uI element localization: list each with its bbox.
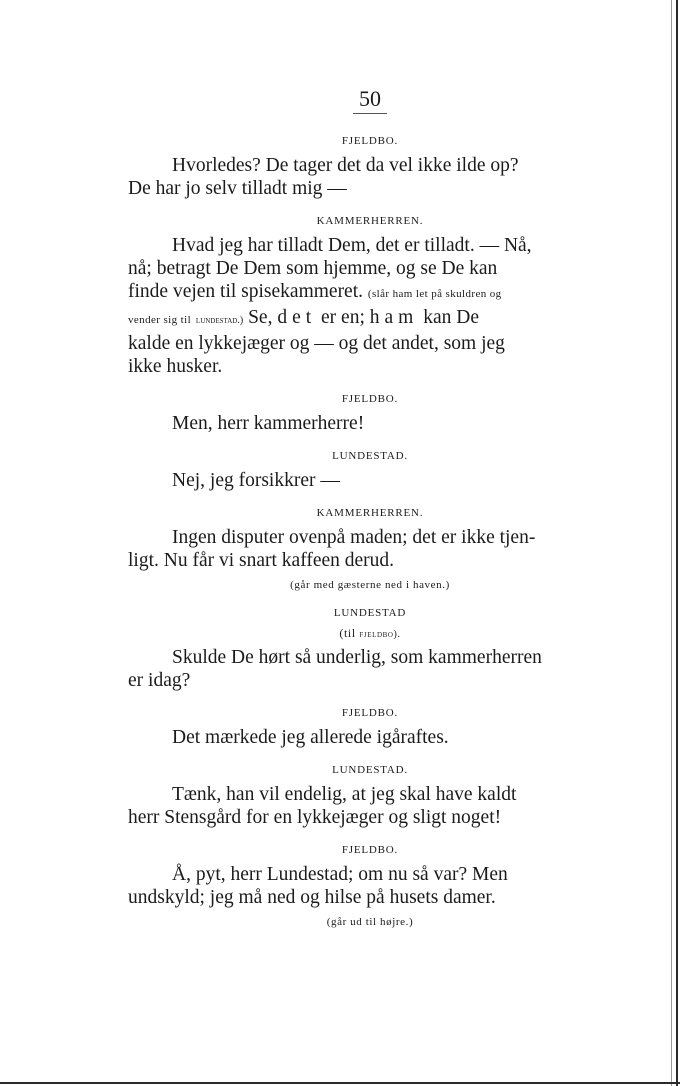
page-edge-bottom <box>0 1082 680 1084</box>
dialogue-line: undskyld; jeg må ned og hilse på husets damer. <box>128 887 496 908</box>
stage-direction: (slår ham let på skuldren og <box>367 288 502 300</box>
dialogue-line: Hvad jeg har tilladt Dem, det er tilladt. — Nå, <box>172 235 532 256</box>
emphasis-text: det <box>277 307 317 328</box>
stage-direction-name: lundestad.) <box>195 315 244 326</box>
dialogue-line: Nej, jeg forsikkrer — <box>172 470 340 491</box>
dialogue-line: er idag? <box>128 670 191 691</box>
stage-direction: (går ud til højre.) <box>326 916 414 928</box>
dialogue-line: ligt. Nu får vi snart kaffeen derud. <box>128 550 395 571</box>
dialogue-line: finde vejen til spisekammeret. (slår ham let på skuldren og <box>128 281 502 302</box>
dialogue-line: Skulde De hørt så underlig, som kammerherren <box>172 647 542 668</box>
emphasis-text: ham <box>369 307 419 328</box>
dialogue-line: kalde en lykkejæger og — og det andet, som jeg <box>128 333 505 354</box>
speaker-label: FJELDBO. <box>341 707 399 719</box>
page-edge-right <box>676 0 678 1086</box>
dialogue-line: nå; betragt De Dem som hjemme, og se De kan <box>128 258 498 279</box>
dialogue-line: Å, pyt, herr Lundestad; om nu så var? Men <box>172 864 508 885</box>
page-number: 50 <box>128 86 612 112</box>
dialogue-line: Det mærkede jeg allerede igåraftes. <box>172 727 449 748</box>
dialogue-line: Ingen disputer ovenpå maden; det er ikke tjen- <box>172 527 536 548</box>
book-page <box>128 86 612 933</box>
speaker-label: FJELDBO. <box>341 844 399 856</box>
speaker-label: LUNDESTAD. <box>332 764 408 776</box>
dialogue-line: Men, herr kammerherre! <box>172 413 365 434</box>
speaker-stage-direction: (til fjeldbo). <box>339 626 401 640</box>
stage-direction: vender sig til <box>128 314 192 326</box>
dialogue-line: De har jo selv tilladt mig — <box>128 178 347 199</box>
stage-direction: (går med gæsterne ned i haven.) <box>290 579 450 591</box>
dialogue-line: Tænk, han vil endelig, at jeg skal have kaldt <box>172 784 517 805</box>
page-edge-right-inner <box>671 0 672 1086</box>
speaker-label: LUNDESTAD. <box>332 450 408 462</box>
speaker-label: FJELDBO. <box>341 135 399 147</box>
speaker-label: KAMMERHERREN. <box>316 507 424 519</box>
dialogue-line: ikke husker. <box>128 356 223 377</box>
dialogue-line: herr Stensgård for en lykkejæger og sligt noget! <box>128 807 502 828</box>
dialogue-line: Hvorledes? De tager det da vel ikke ilde op? <box>172 155 519 176</box>
dialogue-line: vender sig til lundestad.) Se, det er en; ham kan De <box>128 307 479 328</box>
speaker-label: FJELDBO. <box>341 393 399 405</box>
speaker-label: KAMMERHERREN. <box>316 215 424 227</box>
speaker-label: LUNDESTAD <box>333 607 407 619</box>
